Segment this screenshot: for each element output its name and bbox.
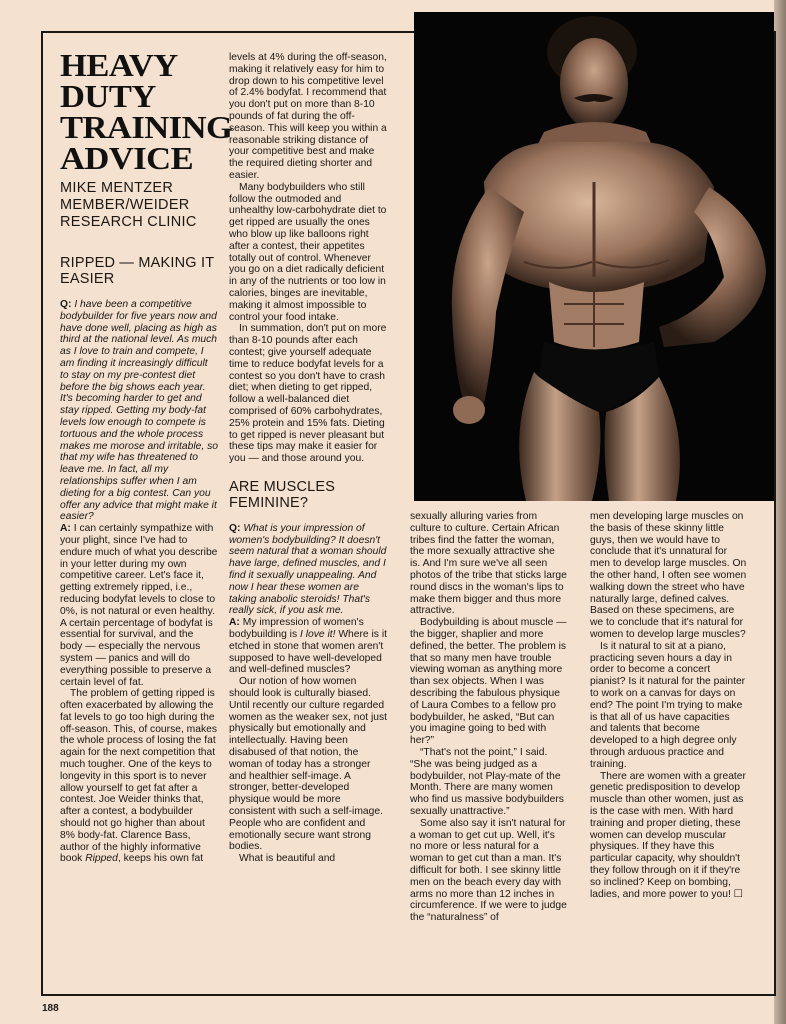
answer-paragraph: Our notion of how women should look is culturally biased. Until recently our culture regarded women as the weaker sex, not just physically but emotionally and intellectually. Having been disabused of that notion, the woman of today has a stronger and healthier self-image. A stronger, better-developed physique would be more consistent with such a self-image. People who are confident and emotionally secure want strong bodies. [229, 676, 387, 853]
section-heading-muscles: ARE MUSCLES FEMININE? [229, 478, 336, 511]
answer-text: My impression of women's bodybuilding is [229, 617, 364, 641]
answer-text: Where is it etched in stone that women aren't supposed to have well-developed and well-defined muscles? [229, 629, 387, 676]
answer-paragraph: There are women with a greater genetic predisposition to develop muscle than other women, just as is the case with men. With hard training and proper dieting, these women can develop muscular physiques. If they have this particular capacity, why shouldn't they follow through on it if they're so inclined? Keep on bombing, ladies, and more power to you! ☐ [590, 770, 746, 900]
answer-text: The problem of getting ripped is often exacerbated by allowing the fat levels to go too high during the off-season. This, of course, makes the whole process of losing the fat again for the next competition that much tougher. One of the keys to longevity in this sport is to never allow yourself to get fat after a contest. Joe Weider thinks that, after a contest, a bodybuilder should not go higher than about 8% body-fat. Clarence Bass, author of the highly informative book [60, 688, 218, 865]
page-number: 188 [42, 1003, 59, 1014]
answer-text: I can certainly sympathize with your plight, since I've had to endure much of what you describe in your letter during my own competitive career. Let's face it, getting extremely ripped, i.e., reducing bodyfat levels to close to 0%, is not natural or even healthy. A certain percentage of bodyfat is essential for survival, and the body — especially the nervous system — panics and will do everything possible to preserve a certain level of fat. [60, 523, 218, 688]
author-byline [60, 180, 218, 231]
article-title [60, 47, 233, 176]
answer-label: A: [229, 617, 240, 629]
title-line: HEAVY [60, 47, 178, 83]
answer-label: A: [60, 523, 71, 535]
reader-question-ripped [60, 299, 218, 523]
question-text: What is your impression of women's bodybuilding? It doesn't seem natural that a woman should have large, defined muscles, and I find it sexually unappealing. And now I hear these women are taking anabolic steroids! That's really sick, if you ask me. [229, 522, 387, 617]
column-4 [590, 511, 747, 900]
column-3 [410, 511, 567, 924]
answer-paragraph: What is beautiful and [239, 853, 336, 865]
answer-paragraph: sexually alluring varies from culture to culture. Certain African tribes find the fatter the woman, the more sexually attractive she is. And I'm sure we've all seen photos of the tribe that sticks large round discs in the woman's lips to make them bigger and thus more attractive. [410, 511, 567, 617]
answer-paragraph [229, 617, 387, 676]
title-line: DUTY [60, 78, 156, 114]
byline-line: RESEARCH CLINIC [60, 214, 197, 230]
answer-paragraph: Bodybuilding is about muscle — the bigger, shaplier and more defined, the better. The problem is that so many men have trouble viewing woman as anything more than sex objects. When I was describing the fabulous physique of Laura Combes to a fellow pro bodybuilder, he asked, “But can you imagine going to bed with her?” [410, 617, 567, 747]
column-2 [229, 52, 387, 865]
reader-question-muscles [229, 523, 387, 617]
byline-line: MIKE MENTZER [60, 180, 174, 196]
answer-paragraph: Many bodybuilders who still follow the outmoded and unhealthy low-carbohydrate diet to get ripped are usually the ones who blow up like balloons right after a contest, their appetites totally out of control. Whenever you go on a diet radically deficient in any of the nutrients or too low in calories, binges are inevitable, making it almost impossible to control your food intake. [229, 181, 387, 323]
answer-text: , keeps his own fat [117, 853, 204, 865]
answer-paragraph: In summation, don't put on more than 8-10 pounds after each contest; give yourself adequate time to reduce bodyfat levels for a contest so you don't have to crash diet; when dieting to get ripped, follow a well-balanced diet comprised of 60% carbohydrates, 25% protein and 15% fats. Dieting to get ripped is never pleasant but these tips may make it easier for you — and those around you. [229, 323, 387, 465]
question-text: I have been a competitive bodybuilder for five years now and have done well, placing as high as third at the national level. As much as I love to train and compete, I am finding it increasingly difficult to stay on my pre-contest diet before the big shows each year. It's becoming harder to get and stay ripped. Getting my body-fat levels low enough to compete is tortuous and the whole process makes me morose and irritable, so that my wife has threatened to leave me. In fact, all my relationships suffer when I am dieting for a big contest. Can you offer any advice that might make it easier? [60, 299, 218, 523]
answer-paragraph: “That's not the point,” I said. “She was being judged as a bodybuilder, not Play-mate of the Month. There are many women who find us massive bodybuilders sexually unattractive.” [410, 746, 564, 817]
section-heading-ripped: RIPPED — MAKING IT EASIER [60, 255, 214, 287]
title-line: ADVICE [60, 140, 194, 176]
question-label: Q: [229, 522, 241, 534]
answer-paragraph: Some also say it isn't natural for a woman to get cut up. Well, it's no more or less natural for a woman to get cut than a man. It's difficult for both. I see skinny little men on the beach every day with arms no more than 12 inches in circumference. If we were to judge the “naturalness” of [410, 817, 567, 924]
emphasis-text: I love it! [299, 629, 336, 641]
book-title: Ripped [85, 853, 118, 865]
title-line: TRAINING [60, 109, 233, 145]
answer-paragraph: levels at 4% during the off-season, making it relatively easy for him to drop down to his competitive level of 2.4% bodyfat. I recommend that you don't put on more than 8-10 pounds of fat during the off-season. This will keep you within a reasonable striking distance of your competitive best and make the required dieting shorter and easier. [229, 52, 387, 181]
answer-paragraph [60, 523, 218, 688]
column-1 [60, 47, 233, 865]
answer-paragraph [60, 688, 218, 865]
bodybuilder-figure-illustration [414, 12, 774, 501]
answer-paragraph: Is it natural to sit at a piano, practicing seven hours a day in order to become a concert pianist? Is it natural for the painter to work on a canvas for days on end? The point I'm trying to make is that all of us have capacities and talents that become developed to a high degree only through arduous practice and training. [590, 640, 746, 770]
bodybuilder-photo [414, 12, 774, 501]
question-label: Q: [60, 299, 72, 310]
byline-line: MEMBER/WEIDER [60, 197, 190, 213]
answer-paragraph: men developing large muscles on the basis of these skinny little guys, then we would have to conclude that it's unnatural for men to develop large muscles. On the other hand, I often see women walking down the street who have naturally large, defined calves. Based on these specimens, are we to conclude that it's natural for women to develop large muscles? [590, 511, 747, 640]
